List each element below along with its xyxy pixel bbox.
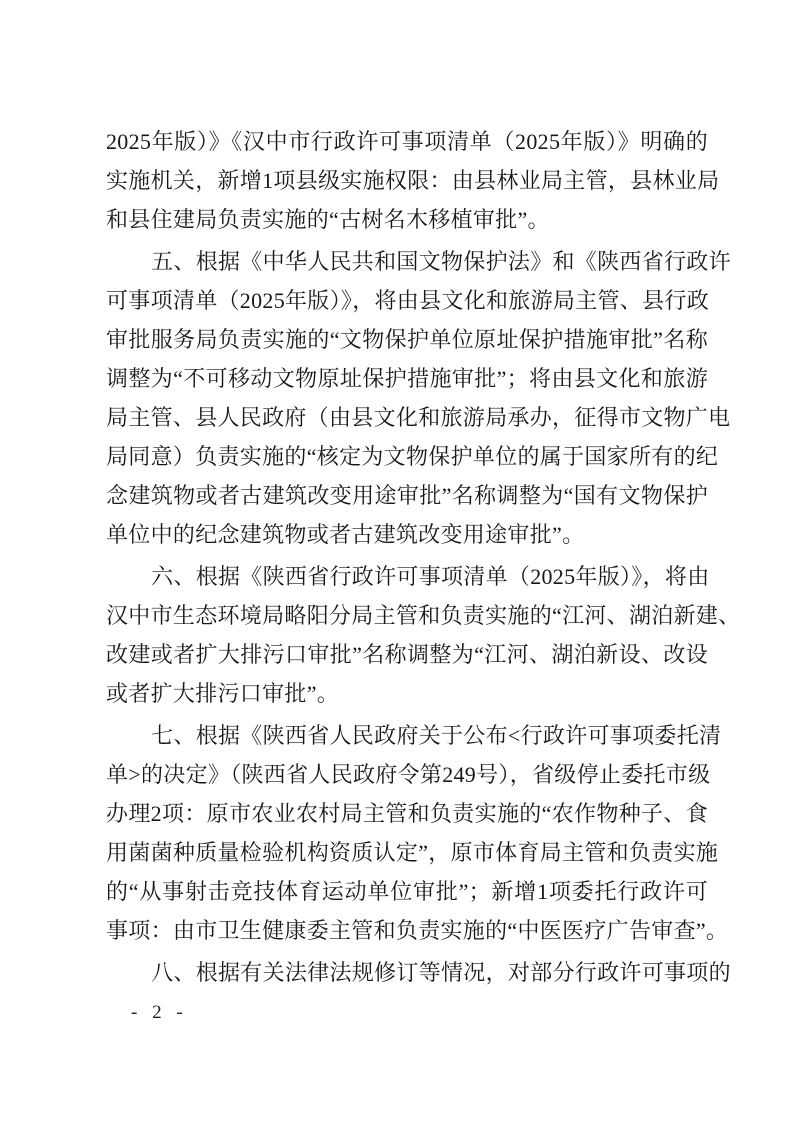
text-line: 念建筑物或者古建筑改变用途审批”名称调整为“国有文物保护: [106, 483, 708, 508]
item-5-first-line: 五、根据《中华人民共和国文物保护法》和《陕西省行政许: [151, 249, 731, 274]
page-number: - 2 -: [131, 1002, 188, 1023]
text-line: 单位中的纪念建筑物或者古建筑改变用途审批”。: [106, 522, 585, 547]
text-line: 实施机关，新增1项县级实施权限：由县林业局主管，县林业局: [106, 168, 720, 193]
item-6-first-line: 六、根据《陕西省行政许可事项清单（2025年版）》，将由: [151, 564, 710, 589]
text-line: 事项：由市卫生健康委主管和负责实施的“中医医疗广告审查”。: [106, 918, 729, 943]
text-line: 调整为“不可移动文物原址保护措施审批”；将由县文化和旅游: [106, 366, 708, 391]
document-body: [106, 122, 741, 992]
text-line: 改建或者扩大排污口审批”名称调整为“江河、湖泊新设、改设: [106, 642, 708, 667]
text-line: 的“从事射击竞技体育运动单位审批”；新增1项委托行政许可: [106, 879, 708, 904]
item-7-first-line: 七、根据《陕西省人民政府关于公布<行政许可事项委托清: [151, 723, 722, 748]
text-line: 或者扩大排污口审批”。: [106, 681, 340, 706]
text-line: 可事项清单（2025年版）》，将由县文化和旅游局主管、县行政: [106, 288, 710, 313]
text-line: 局主管、县人民政府（由县文化和旅游局承办，征得市文物广电: [106, 405, 731, 430]
text-line: 办理2项：原市农业农村局主管和负责实施的“农作物种子、食: [106, 801, 708, 826]
text-line: 用菌菌种质量检验机构资质认定”，原市体育局主管和负责实施: [106, 840, 719, 865]
text-line: 和县住建局负责实施的“古树名木移植审批”。: [106, 207, 550, 232]
text-line: 局同意）负责实施的“核定为文物保护单位的属于国家所有的纪: [106, 444, 719, 469]
text-line: 2025年版）》《汉中市行政许可事项清单（2025年版）》明确的: [106, 129, 708, 154]
item-8-first-line: 八、根据有关法律法规修订等情况，对部分行政许可事项的: [151, 960, 731, 985]
text-line: 单>的决定》（陕西省人民政府令第249号），省级停止委托市级: [106, 762, 711, 787]
text-line: 审批服务局负责实施的“文物保护单位原址保护措施审批”名称: [106, 327, 708, 352]
text-line: 汉中市生态环境局略阳分局主管和负责实施的“江河、湖泊新建、: [106, 603, 741, 628]
